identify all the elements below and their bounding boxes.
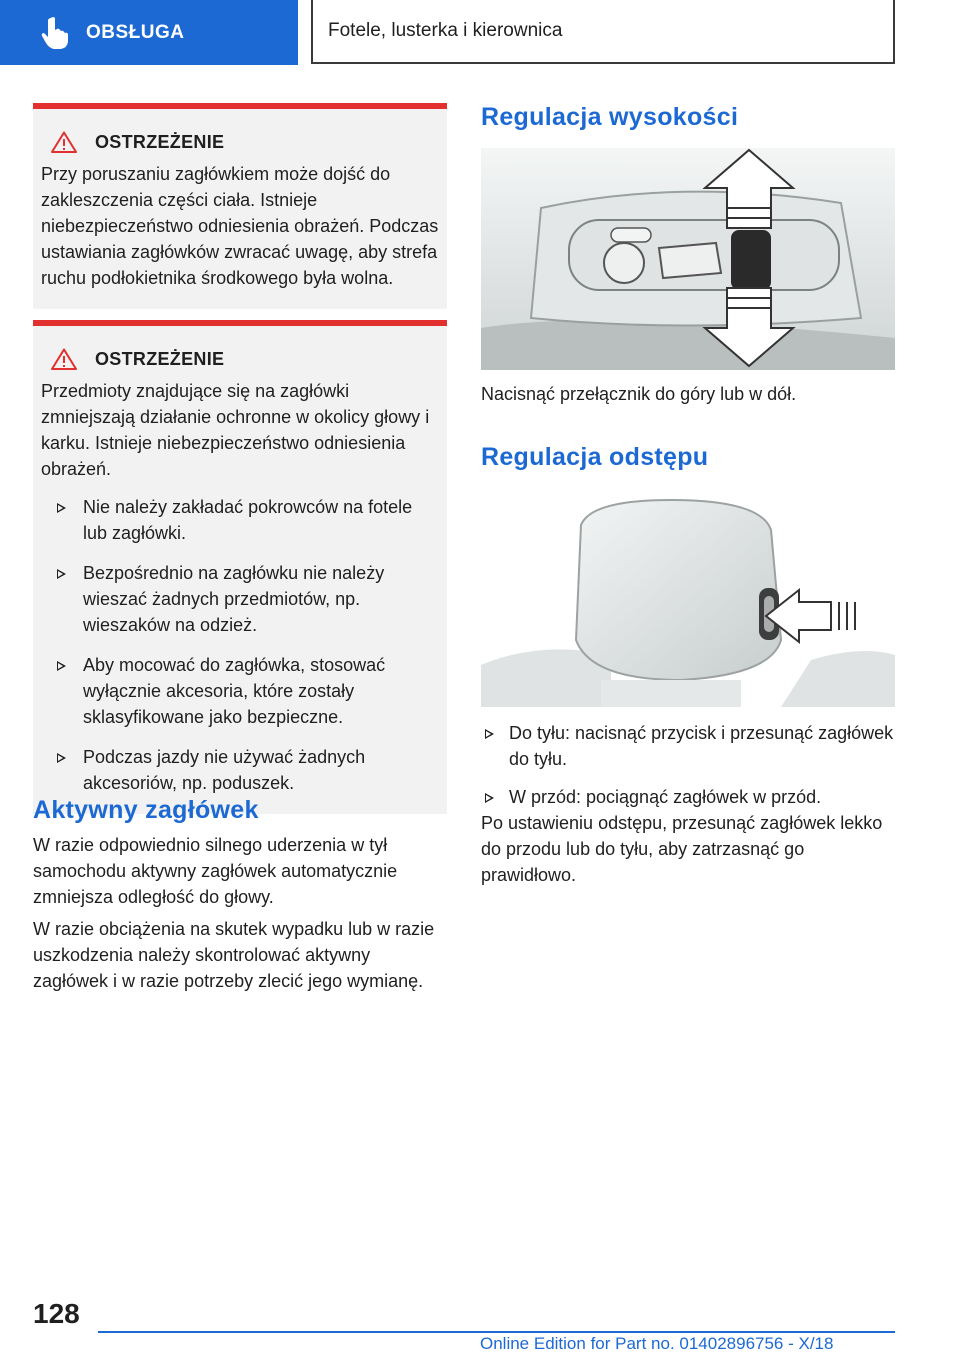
bullet-triangle-icon [57,503,66,513]
heading-distance: Regulacja odstępu [481,443,709,471]
list-item: Nie należy zakładać pokrowców na fotele lub zagłówki. [41,494,439,546]
section-label: OBSŁUGA [86,21,185,43]
distance-list [481,720,895,822]
heading-height: Regulacja wysokości [481,103,739,131]
chapter-title: Fotele, lusterka i kierownica [328,20,563,41]
chapter-header [311,0,895,64]
height-instruction: Nacisnąć przełącznik do góry lub w dół. [481,384,797,404]
warning-triangle-icon [51,348,77,370]
bullet-triangle-icon [57,661,66,671]
footer-edition: Online Edition for Part no. 01402896756 - X/18 [480,1334,834,1353]
heading-active-headrest: Aktywny zagłówek [33,796,259,824]
list-item: W przód: pociągnąć zagłówek w przód. [481,784,895,810]
bullet-triangle-icon [485,793,494,803]
warning-header [51,348,439,370]
hand-pointer-icon [40,16,70,50]
section-tab[interactable] [0,0,298,65]
seat-switch-photo [481,148,895,370]
warning-triangle-icon [51,131,77,153]
warning-box-pinch [33,103,447,309]
list-item: Do tyłu: nacisnąć przycisk i przesunąć zagłówek do tyłu. [481,720,895,772]
headrest-photo [481,490,895,707]
page-number: 128 [33,1298,80,1329]
list-item: Bezpośrednio na zagłówku nie należy wieszać żadnych przedmiotów, np. wieszaków na odzież. [41,560,439,638]
bullet-triangle-icon [485,729,494,739]
warning-list [41,494,439,796]
distance-paragraph: Po ustawieniu odstępu, przesunąć zagłówek lekko do przodu lub do tyłu, aby zatrzasnąć go prawidłowo. [481,813,883,885]
seat-switch-illustration [481,148,895,370]
bullet-triangle-icon [57,569,66,579]
bullet-triangle-icon [57,753,66,763]
warning-header [51,131,439,153]
paragraph-active-2: W razie obciążenia na skutek wypadku lub w razie uszkodzenia należy skontrolować aktywny zagłówek i w razie potrzeby zlecić jego wymianę. [33,919,435,991]
headrest-illustration [481,490,895,707]
list-item: Aby mocować do zagłówka, stosować wyłącznie akcesoria, które zostały sklasyfikowane jako bezpieczne. [41,652,439,730]
warning-box-objects [33,320,447,814]
warning-title: OSTRZEŻENIE [95,348,225,369]
warning-text: Przedmioty znajdujące się na zagłówki zmniejszają działanie ochronne w okolicy głowy i karku. Istnieje niebezpieczeństwo odniesienia obrażeń. [41,381,430,479]
footer-divider [98,1331,895,1333]
warning-text: Przy poruszaniu zagłówkiem może dojść do zakleszczenia części ciała. Istnieje niebezpieczeństwo odniesienia obrażeń. Podczas ustawiania zagłówków zwracać uwagę, aby strefa ruchu podłokietnika środkowego była wolna. [41,164,439,288]
paragraph-active-1: W razie odpowiednio silnego uderzenia w tył samochodu aktywny zagłówek automatycznie zmniejsza odległość do głowy. [33,835,398,907]
warning-title: OSTRZEŻENIE [95,131,225,152]
list-item: Podczas jazdy nie używać żadnych akcesoriów, np. poduszek. [41,744,439,796]
